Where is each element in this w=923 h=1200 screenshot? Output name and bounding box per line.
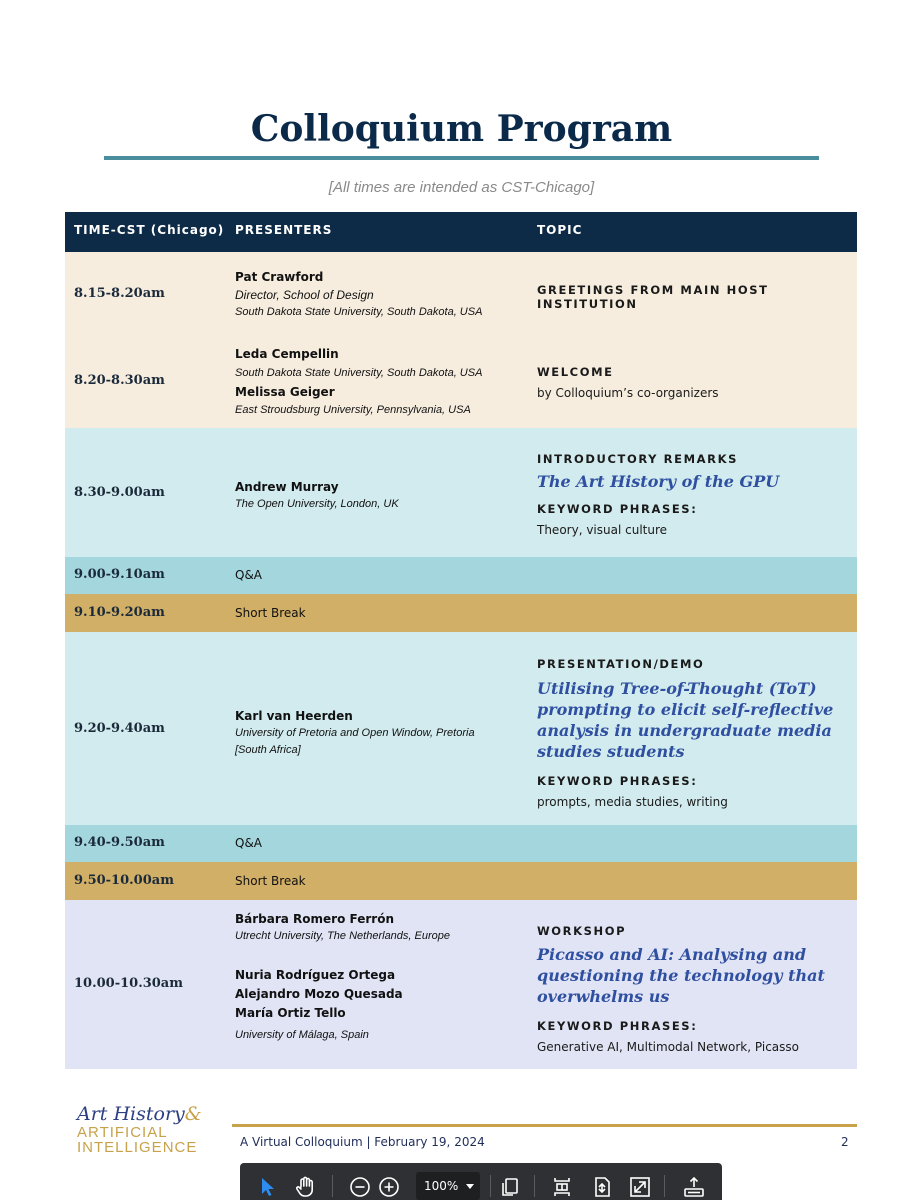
keyboard-icon[interactable] bbox=[680, 1173, 708, 1200]
topic-label: GREETINGS FROM MAIN HOST INSTITUTION bbox=[537, 283, 769, 311]
toolbar-separator bbox=[490, 1175, 491, 1197]
presenters-cell: Q&A bbox=[235, 836, 263, 850]
presenter-affiliation: East Stroudsburg University, Pennsylvania, USA bbox=[235, 404, 471, 416]
keywords: Generative AI, Multimodal Network, Picasso bbox=[537, 1040, 799, 1054]
presenter-name: Andrew Murray bbox=[235, 480, 339, 494]
table-row bbox=[65, 632, 857, 825]
zoom-value: 100% bbox=[424, 1179, 459, 1193]
fit-width-icon[interactable] bbox=[588, 1173, 616, 1200]
time-cell: 8.30-9.00am bbox=[74, 485, 165, 500]
presenter-affiliation: South Dakota State University, South Dakota, USA bbox=[235, 306, 483, 318]
page-number: 2 bbox=[841, 1135, 849, 1149]
topic-title-line: overwhelms us bbox=[537, 987, 670, 1006]
presenters-cell: Short Break bbox=[235, 606, 306, 620]
table-header bbox=[65, 212, 857, 252]
header-time: TIME-CST (Chicago) bbox=[74, 223, 225, 237]
zoom-select[interactable] bbox=[416, 1172, 480, 1200]
table-row bbox=[65, 252, 857, 428]
presenter-affiliation: South Dakota State University, South Dakota, USA bbox=[235, 367, 483, 379]
zoom-in-icon[interactable] bbox=[375, 1173, 403, 1200]
topic-label: WELCOME bbox=[537, 365, 614, 379]
hand-pan-icon[interactable] bbox=[291, 1173, 319, 1200]
presenters-cell: Short Break bbox=[235, 874, 306, 888]
topic-title-line: questioning the technology that bbox=[537, 966, 825, 985]
table-row bbox=[65, 594, 857, 632]
presenters-cell bbox=[235, 910, 450, 1043]
title-underline bbox=[104, 156, 819, 160]
program-table bbox=[65, 212, 857, 1069]
topic-cell bbox=[537, 362, 849, 404]
presenter-name: Leda Cempellin bbox=[235, 347, 339, 361]
table-row bbox=[65, 825, 857, 862]
keyword-label: KEYWORD PHRASES: bbox=[537, 1019, 698, 1033]
header-presenters: PRESENTERS bbox=[235, 223, 333, 237]
time-cell: 9.20-9.40am bbox=[74, 721, 165, 736]
time-zone-note: [All times are intended as CST-Chicago] bbox=[328, 179, 595, 196]
topic-title-line: studies students bbox=[537, 742, 685, 761]
presenter-name: Melissa Geiger bbox=[235, 385, 335, 399]
topic-title: The Art History of the GPU bbox=[537, 472, 780, 491]
time-cell: 9.50-10.00am bbox=[74, 873, 174, 888]
presenter-affiliation: Utrecht University, The Netherlands, Europe bbox=[235, 930, 450, 942]
presenter-affiliation: [South Africa] bbox=[235, 744, 301, 756]
topic-title-line: prompting to elicit self-reflective bbox=[537, 700, 834, 719]
logo-line-2: ARTIFICIAL bbox=[77, 1124, 168, 1141]
presenter-name: Bárbara Romero Ferrón bbox=[235, 912, 394, 926]
topic-cell bbox=[537, 451, 849, 538]
topic-title-line: analysis in undergraduate media bbox=[537, 721, 832, 740]
keywords: prompts, media studies, writing bbox=[537, 795, 728, 809]
select-cursor-icon[interactable] bbox=[254, 1173, 282, 1200]
keyword-label: KEYWORD PHRASES: bbox=[537, 774, 698, 788]
header-topic: TOPIC bbox=[537, 223, 583, 237]
presenter-affiliation: The Open University, London, UK bbox=[235, 498, 399, 510]
toolbar-separator bbox=[332, 1175, 333, 1197]
topic-title-line: Utilising Tree-of-Thought (ToT) bbox=[537, 679, 817, 698]
time-cell: 9.40-9.50am bbox=[74, 835, 165, 850]
time-cell: 9.00-9.10am bbox=[74, 567, 165, 582]
topic-label: WORKSHOP bbox=[537, 924, 627, 938]
topic-cell bbox=[537, 283, 849, 311]
table-row bbox=[65, 862, 857, 900]
footer-rule bbox=[232, 1124, 857, 1127]
logo-line-3: INTELLIGENCE bbox=[77, 1139, 198, 1156]
time-cell: 9.10-9.20am bbox=[74, 605, 165, 620]
zoom-out-icon[interactable] bbox=[346, 1173, 374, 1200]
time-cell: 10.00-10.30am bbox=[74, 976, 183, 991]
toolbar-separator bbox=[534, 1175, 535, 1197]
topic-cell bbox=[537, 656, 849, 810]
presenter-affiliation: University of Málaga, Spain bbox=[235, 1029, 369, 1041]
table-row bbox=[65, 557, 857, 594]
presenters-cell bbox=[235, 345, 482, 419]
table-row bbox=[65, 900, 857, 1069]
topic-title-line: Picasso and AI: Analysing and bbox=[537, 945, 807, 964]
time-cell: 8.20-8.30am bbox=[74, 373, 165, 388]
topic-note: by Colloquium’s co-organizers bbox=[537, 386, 719, 400]
table-row bbox=[65, 428, 857, 557]
presenters-cell: Q&A bbox=[235, 568, 263, 582]
presenters-cell bbox=[235, 268, 482, 320]
presenter-affiliation: University of Pretoria and Open Window, Pretoria bbox=[235, 727, 475, 739]
fullscreen-icon[interactable] bbox=[626, 1173, 654, 1200]
presenters-cell bbox=[235, 478, 399, 512]
copy-icon[interactable] bbox=[496, 1173, 524, 1200]
topic-label: INTRODUCTORY REMARKS bbox=[537, 452, 738, 466]
page-title: Colloquium Program bbox=[250, 108, 673, 150]
fit-page-icon[interactable] bbox=[548, 1173, 576, 1200]
presenter-name: Pat Crawford bbox=[235, 270, 324, 284]
keyword-label: KEYWORD PHRASES: bbox=[537, 502, 698, 516]
presenter-name: Alejandro Mozo Quesada bbox=[235, 987, 403, 1001]
presenter-name: Karl van Heerden bbox=[235, 709, 353, 723]
colloquium-logo bbox=[77, 1103, 207, 1155]
logo-line-1: Art History& bbox=[77, 1103, 202, 1125]
footer-text: A Virtual Colloquium | February 19, 2024 bbox=[240, 1135, 485, 1149]
presenter-role: Director, School of Design bbox=[235, 288, 374, 302]
presenter-name: Nuria Rodríguez Ortega bbox=[235, 968, 396, 982]
pdf-toolbar bbox=[240, 1163, 722, 1200]
keywords: Theory, visual culture bbox=[537, 523, 668, 537]
presenter-name: María Ortiz Tello bbox=[235, 1006, 346, 1020]
topic-label: PRESENTATION/DEMO bbox=[537, 657, 705, 671]
chevron-down-icon bbox=[466, 1184, 474, 1189]
time-cell: 8.15-8.20am bbox=[74, 286, 165, 301]
topic-cell bbox=[537, 923, 849, 1055]
toolbar-separator bbox=[664, 1175, 665, 1197]
presenters-cell bbox=[235, 707, 475, 759]
